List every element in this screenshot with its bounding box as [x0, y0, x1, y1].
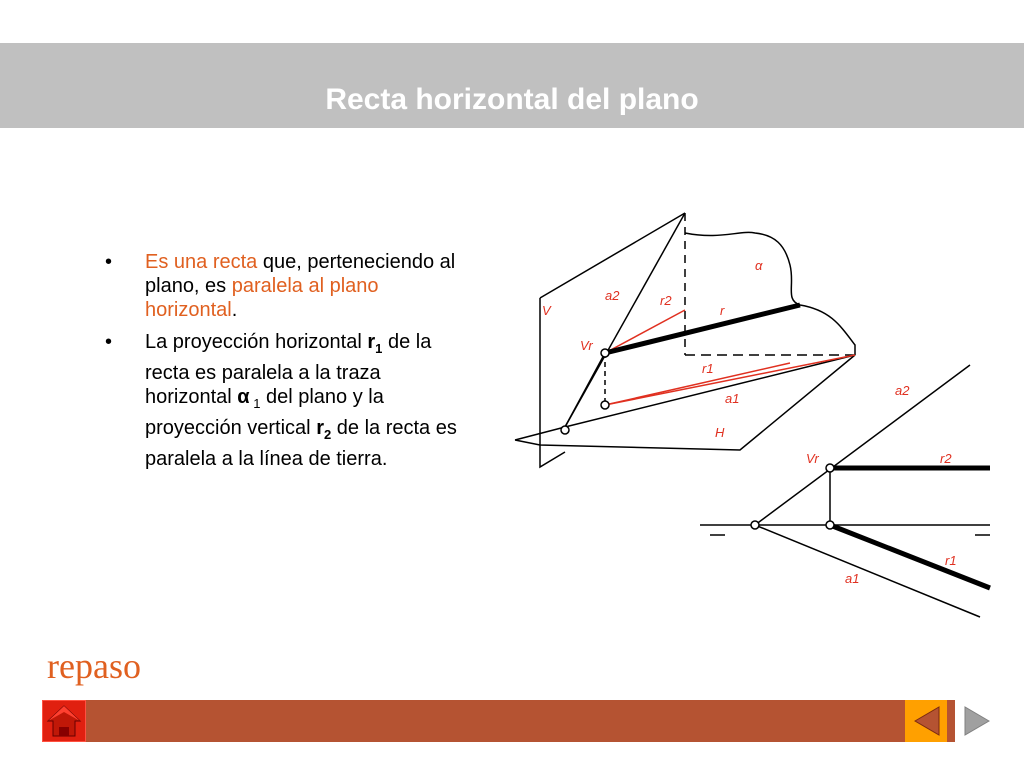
bullet-item	[105, 250, 465, 322]
r-subscript: 2	[323, 427, 332, 442]
arrow-right-icon	[955, 700, 999, 742]
label-a2-right: a2	[895, 383, 910, 398]
previous-button[interactable]	[905, 700, 947, 742]
label-r: r	[720, 303, 725, 318]
label-r1: r1	[702, 361, 714, 376]
alpha-symbol: α	[237, 386, 250, 408]
body-text: .	[231, 299, 238, 321]
label-vr-right: Vr	[806, 451, 819, 466]
label-r2: r2	[660, 293, 672, 308]
body-text: La proyección horizontal	[145, 331, 368, 353]
navigation-bar	[42, 700, 989, 742]
line-r2	[605, 310, 685, 353]
vertical-plane	[540, 298, 565, 467]
point-vr2	[826, 464, 834, 472]
home-button[interactable]	[42, 700, 86, 742]
bullet-list	[105, 250, 465, 479]
body-text: de la recta es paralela a la traza horizontal	[145, 331, 432, 408]
bullet-item	[105, 330, 465, 471]
label-r1-right: r1	[945, 553, 957, 568]
body-text: que, perteneciendo al plano, es	[145, 251, 456, 297]
horizontal-plane	[515, 355, 855, 450]
label-v: V	[542, 303, 551, 318]
highlight-text: Es una recta	[145, 251, 258, 273]
point-vr	[601, 349, 609, 357]
trace-line	[565, 353, 605, 427]
next-button[interactable]	[955, 700, 999, 742]
point-trace	[561, 426, 569, 434]
r-symbol: r	[367, 331, 376, 353]
label-alpha: α	[755, 258, 763, 273]
body-text: de la recta es paralela a la línea de tierra.	[145, 417, 457, 470]
slide-title: Recta horizontal del plano	[325, 83, 699, 116]
point-vr1	[826, 521, 834, 529]
label-a2: a2	[605, 288, 620, 303]
label-a1: a1	[725, 391, 740, 406]
label-vr: Vr	[580, 338, 593, 353]
r-subscript: 1	[375, 341, 383, 356]
point-ground	[751, 521, 759, 529]
arrow-left-icon	[905, 700, 947, 742]
repaso-link[interactable]: repaso	[47, 646, 141, 686]
alpha-plane-outline	[685, 232, 855, 355]
body-text: del plano y la proyección vertical	[145, 386, 384, 439]
line-r	[605, 305, 800, 353]
point-vr-proj	[601, 401, 609, 409]
vertical-plane-top	[540, 213, 685, 298]
label-r2-right: r2	[940, 451, 952, 466]
r-symbol: r	[316, 417, 324, 439]
home-icon	[43, 701, 85, 741]
nav-divider	[947, 700, 955, 742]
label-h: H	[715, 425, 725, 440]
label-a1-right: a1	[845, 571, 860, 586]
bullet-marker: •	[105, 251, 113, 273]
geometry-diagram	[510, 205, 995, 620]
alpha-subscript: 1	[249, 396, 261, 411]
bullet-marker: •	[105, 331, 113, 353]
alpha2-trace	[755, 365, 970, 525]
highlight-text: paralela al plano horizontal	[145, 275, 379, 321]
